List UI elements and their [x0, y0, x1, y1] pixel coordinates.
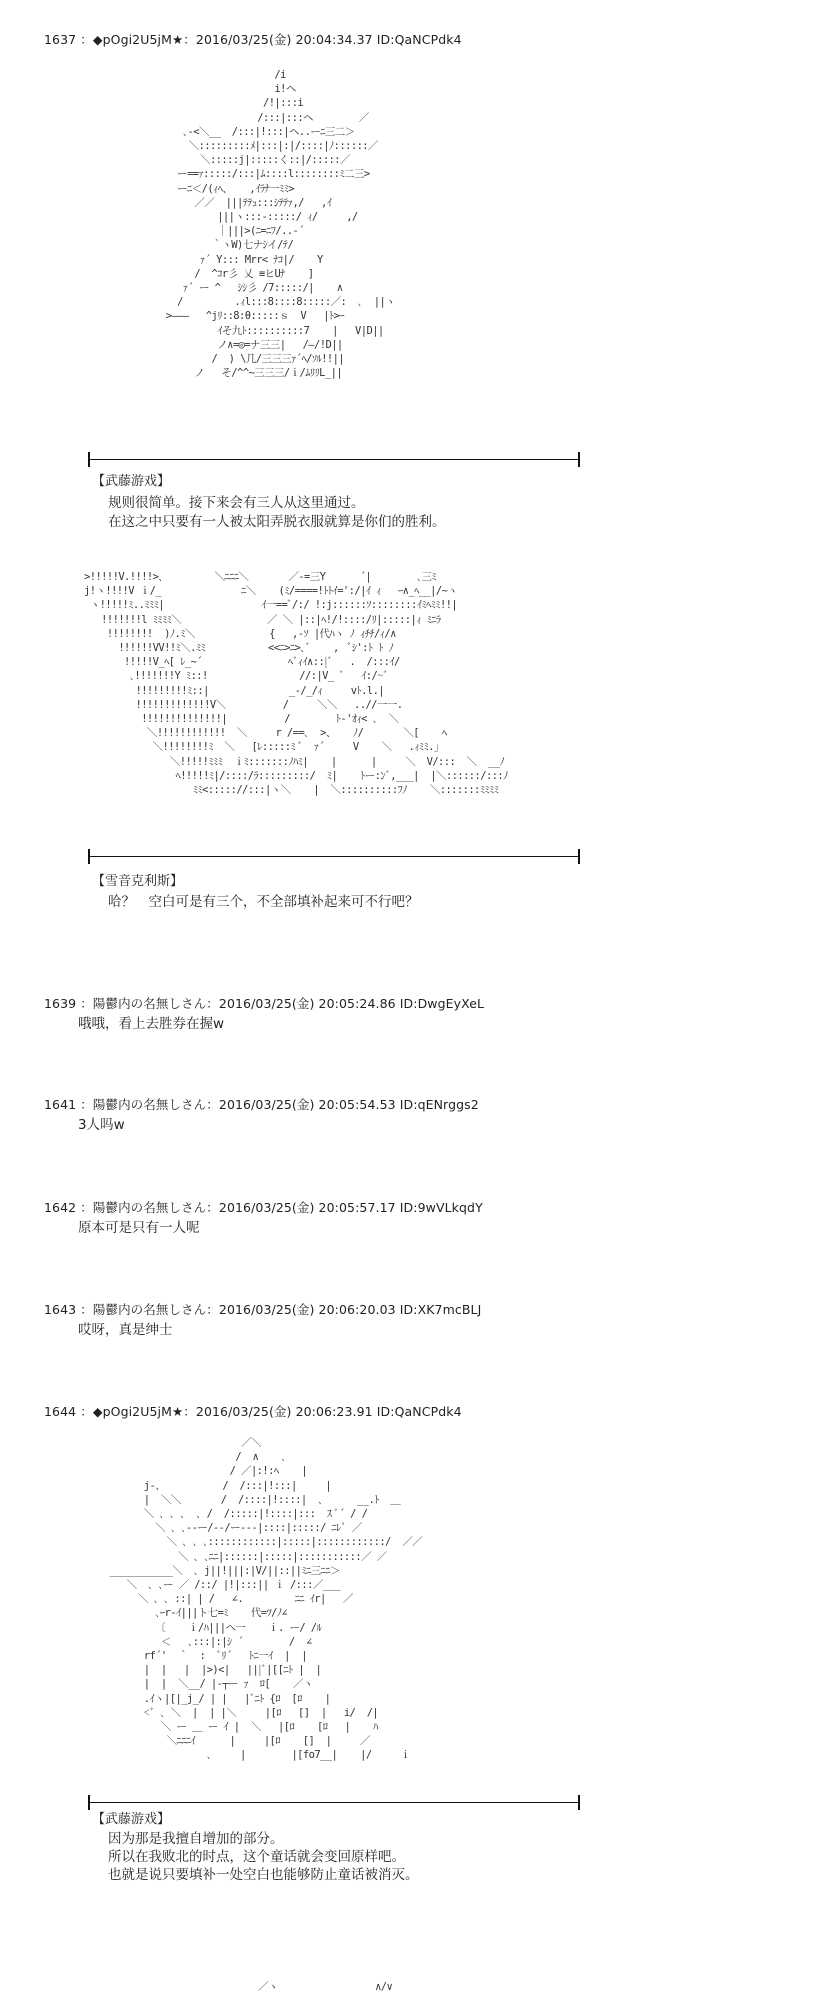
speaker-name: 【武藤游戏】 [92, 474, 171, 489]
post-header-1639: 1639 ：陽鬱内の名無しさん：2016/03/25(金) 20:05:24.86 ID:DwgEyXeL [44, 996, 485, 1011]
dialogue-line: 哈？ 空白可是有三个，不全部填补起来可不行吧？ [108, 894, 419, 910]
dialogue-line: 因为那是我擅自增加的部分。 [108, 1831, 284, 1847]
post-header-1641: 1641 ：陽鬱内の名無しさん：2016/03/25(金) 20:05:54.53 ID:qENrggs2 [44, 1097, 479, 1112]
divider [88, 856, 580, 857]
post-header-1642: 1642 ：陽鬱内の名無しさん：2016/03/25(金) 20:05:57.17 ID:9wVLkqdY [44, 1200, 483, 1215]
post-body-line: 3人吗w [78, 1117, 125, 1133]
dialogue-line: 也就是说只要填补一处空白也能够防止童话被消灭。 [108, 1867, 419, 1883]
divider [88, 1802, 580, 1803]
post-body-line: 原本可是只有一人呢 [78, 1220, 200, 1236]
ascii-art-chris-1: >!!!!!V.!!!!>､ ＼ﾆﾆﾆ＼ ／-=三Y ´| ､三ﾐ j!ヽ!!!!V ｉ/_ ﾆ＼ (ﾐ/====!ﾄﾄｲ=':/|ｲ ｨ ｰ∧_ﾍ__|/~ヽ ヽ!!!!!ﾐ..ﾐﾐﾐ| ｲ一==ﾞ/:/ !:j::::::ｿ::::::::ｲﾐﾍﾐﾐ!!| !!!!!!!l ﾐﾐﾐﾐ＼ ／ ＼ |::|ﾍ!/!::::/ﾘ|:::::|ｨ ﾐﾆﾗ !!!!!!!! )ﾉ.ﾐ＼ { ,-ｿ |代ﾊヽ ﾉ ｨﾁﾁ/ｨ/∧ !!!!!!VV!!ﾐ＼.ﾐﾐ <<ﾆ>ﾆ>､ﾞ , ﾞｼ':ﾄ ﾄ ﾉ !!!!!V_ﾍ[ ﾚ_~´ ﾍﾞｨｲ∧::|ﾞ . /:::ｲ/ ､!!!!!!!Y ﾐ::! //:|V_ ﾞ ｲ:/~ﾞ !!!!!!!!!ﾐ::| _-/_/ｨ vﾄ.l.| !!!!!!!!!!!!!V＼ / ＼＼ ..//一一. !!!!!!!!!!!!!!| / ﾄ-'ｵｨ< ､ ＼ ＼!!!!!!!!!!!! ＼ r /==､ >、 ﾉ/ ＼[ ﾍ ＼!!!!!!!!ﾐ ＼ [ﾚ:::::ﾐ ﾞ ｧ´ V ＼ .ｨﾐﾐ.｣ ＼!!!!!ﾐﾐﾐ ｉﾐ:::::::ﾉﾊﾐ| | | ＼ V/::: ＼ __ﾉ ﾍ!!!!!ﾐ|/::::/ﾗ:::::::::/ ﾐ| ﾄー:ﾝﾞ,___| |＼::::::/:::ﾉ ﾐﾐ<::::://:::|ヽ＼ | ＼::::::::::ﾌﾉ ＼:::::::ﾐﾐﾐﾐ [84, 571, 508, 797]
post-body-line: 哎呀，真是绅士 [78, 1322, 173, 1338]
ascii-art-yugi-1: /i i!ヘ /!|:::i /:::|:::ヘ ／ ､-<＼__ /:::|!:::|ヘ..ーﾆ三二＞ ＼:::::::::ﾒ|:::|:|/::::|ﾉ::::::／ ＼:::::j|:::::く::|/:::::／ ー==ｧ:::::/:::|ﾑ::::l::::::::ﾐ二三> ーﾆ＜/(ｨﾍ、 ,ｲﾗﾅ一ﾐﾐ> ／／ |||ﾃﾃｭ:::ｼﾃﾃｧ,/ ,ｲ |||ヽ:::‐:::::/ ｨ/ ,/ ｜|||>(ﾆ=ﾆﾌ/..-´ ｀ヽW)七ナｼイ/ﾃ/ ｧ´ Y::: Mrr< ﾅｺ|/ Y / ^ｺr彡 乂 ≡ヒUﾅ ] ｧ´ ー ^ ｼｼ彡 /7:::::/| ∧ / .ｨl:::8::::8:::::／: ､ ||ヽ >——— ^jﾘ::8:θ:::::ｓ V |ﾄ>ｰ ｲそ九ﾄ::::::::::7 | V|D|| ノ∧=◎=ナ三三| /—/!D|| / ) \几/三三三ｧ´ﾍ/ｿﾙ!!|| ノ そ/^^~三三三/ｉ/ﾑﾘﾘL_|| [165, 69, 396, 380]
speaker-name: 【雪音克利斯】 [92, 874, 184, 889]
dialogue-line: 规则很简单。接下来会有三人从这里通过。 [108, 495, 365, 511]
dialogue-line: 在这之中只要有一人被太阳弄脱衣服就算是你们的胜利。 [108, 514, 446, 530]
speaker-name: 【武藤游戏】 [92, 1812, 171, 1827]
ascii-art-next-fragment: ／ヽ ∧/∨ [258, 1981, 393, 1993]
post-header-1643: 1643 ：陽鬱内の名無しさん：2016/03/25(金) 20:06:20.03 ID:XK7mcBLJ [44, 1302, 482, 1317]
post-header-1637: 1637 ：◆pOgi2U5jM★：2016/03/25(金) 20:04:34.37 ID:QaNCPdk4 [44, 32, 462, 47]
divider [88, 459, 580, 460]
dialogue-line: 所以在我败北的时点，这个童话就会变回原样吧。 [108, 1849, 405, 1865]
ascii-art-yugi-2: ／＼ / ∧ ､ / ／|:!:ﾍ | j‐、 / /:::|!:::| | | ＼＼ / /::::|!::::| ､ __.ﾄ ＿ ＼ ､ ､ ､ ､ / /:::::|!::::|::: ｽ ﾞ´ / / ＼ ､ ､--ー/--/ー---|::::|:::::/ ﾆﾚﾞ ／ ＼ ､ ､ ､::::::::::::|:::::|::::::::::::/ ／／ ＼ ､ ､ﾆﾆ|::::::|:::::|:::::::::::／ ／ ___________＼ ､ j||!|||:|V/||::||ﾐﾆ三ﾆﾆ＞ ＼ ､ ､ー ／ /::/ |!|:::|| ｉ /:::／___ ＼ ､ ､ ::| | / ∠. ﾆﾆ ｲr| ／ ､ｰr‐ｲ|||ト七=ﾐ 代=ﾂ/ﾉ∠ 〔 ｉ/ﾊ|||ヘ一 ｉ. ー/ /ﾙ ＜ ､:::|:|ｼ ´ / ∠ rf´' ｀ : ﾞﾘ´ ﾄﾆ一ｲ | | | | | |>)<| |||ﾞ|[[ﾆﾄ | | | | ＼__/ |-┬ー ｧ ﾛ[ ／ヽ .ｲヽ|[|_j_/ | | |ﾞﾆﾄ {ﾛ [ﾛ | <ﾞ ､ ＼ | | |＼ |[ﾛ [] | i/ /| ＼ ー ＿ ー ｲ | ＼ |[ﾛ [ﾛ | ﾊ ＼ﾆﾆﾆｲ | |[ﾛ [] | ／ ､ | |[fo7__| |/ ｉ [109, 1437, 423, 1762]
post-body-line: 哦哦，看上去胜券在握w [78, 1016, 225, 1032]
post-header-1644: 1644 ：◆pOgi2U5jM★：2016/03/25(金) 20:06:23.91 ID:QaNCPdk4 [44, 1404, 462, 1419]
